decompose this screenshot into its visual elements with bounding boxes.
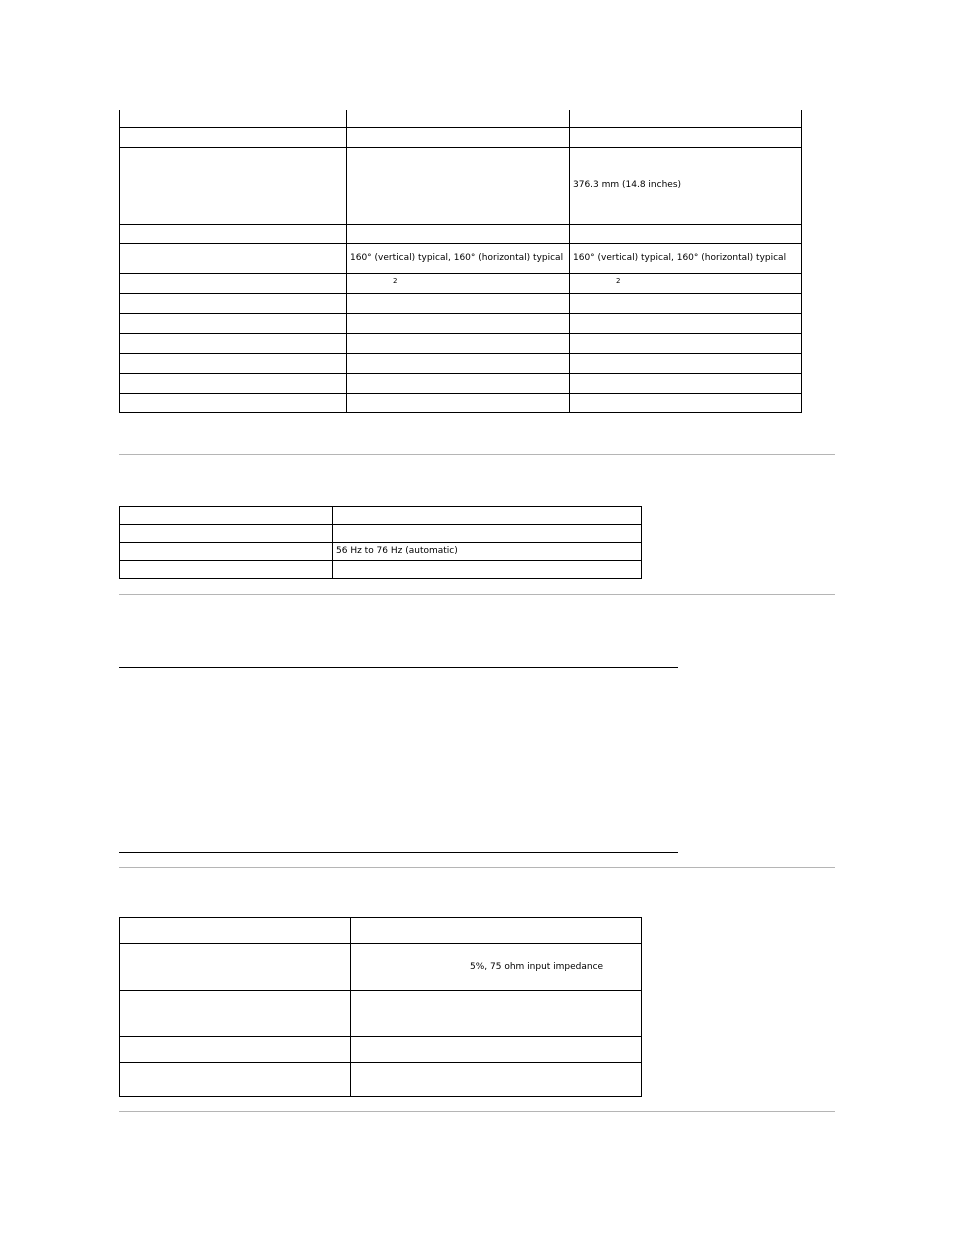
table-cell [570,273,802,293]
table-cell [333,525,642,543]
video-input-signal-value: 5%, 75 ohm input impedance [351,944,642,991]
electrical-spec-table [119,917,642,1097]
table-cell [351,918,642,944]
panel-spec-table [119,110,802,413]
vertical-scan-range-value: 56 Hz to 76 Hz (automatic) [333,543,642,561]
viewing-angle-value: 160° (vertical) typical, 160° (horizontal) typical [570,243,802,273]
table-row [120,525,642,543]
table-row [120,243,802,273]
table-cell [120,918,351,944]
table-cell [347,224,570,243]
table-cell [120,147,347,224]
table-cell [347,293,570,313]
table-row [120,991,642,1037]
table-cell [120,273,347,293]
table-cell [351,991,642,1037]
table-cell [351,1037,642,1063]
table-row [120,1037,642,1063]
table-row [120,373,802,393]
table-row [120,273,802,293]
table-row [120,1063,642,1097]
table-row [120,393,802,412]
table-row [120,224,802,243]
superscript: 2 [616,276,621,285]
resolution-table [119,506,642,579]
table-row [120,127,802,147]
table-cell [120,110,347,127]
table-cell [120,373,347,393]
table-cell [570,313,802,333]
table-cell [120,561,333,579]
table-cell [120,353,347,373]
table-cell [570,110,802,127]
table-cell [120,1063,351,1097]
section-divider [119,454,835,455]
section-divider [119,1111,835,1112]
table-cell [120,991,351,1037]
table-cell [120,127,347,147]
table-cell [347,353,570,373]
table-cell [120,224,347,243]
table-cell [570,393,802,412]
table-cell [570,373,802,393]
table-cell [120,525,333,543]
table-cell [351,1063,642,1097]
table-row [120,147,802,224]
table-cell [120,543,333,561]
table-cell [570,353,802,373]
table-cell [347,147,570,224]
table-cell [347,127,570,147]
table-cell [347,333,570,353]
viewing-angle-value: 160° (vertical) typical, 160° (horizontal) typical [347,243,570,273]
table-cell [347,110,570,127]
table-cell [120,393,347,412]
table-row [120,110,802,127]
superscript: 2 [393,276,398,285]
table-cell [333,507,642,525]
table-cell [333,561,642,579]
table-cell [120,243,347,273]
table-row [120,333,802,353]
table-cell [570,224,802,243]
viewable-size-value: 376.3 mm (14.8 inches) [570,147,802,224]
table-cell [347,393,570,412]
table-row [120,918,642,944]
table-cell [120,293,347,313]
section-divider [119,867,835,868]
table-cell [120,1037,351,1063]
table-cell [570,127,802,147]
table-bottom-rule [119,852,678,853]
table-cell [570,333,802,353]
table-cell [120,313,347,333]
table-cell [347,313,570,333]
table-row [120,507,642,525]
table-cell [347,273,570,293]
table-top-rule [119,667,678,668]
section-divider [119,594,835,595]
table-cell [120,333,347,353]
table-row [120,313,802,333]
table-cell [120,944,351,991]
table-row [120,561,642,579]
table-row [120,293,802,313]
table-row [120,944,642,991]
table-cell [120,507,333,525]
table-cell [570,293,802,313]
table-row [120,543,642,561]
table-cell [347,373,570,393]
table-row [120,353,802,373]
